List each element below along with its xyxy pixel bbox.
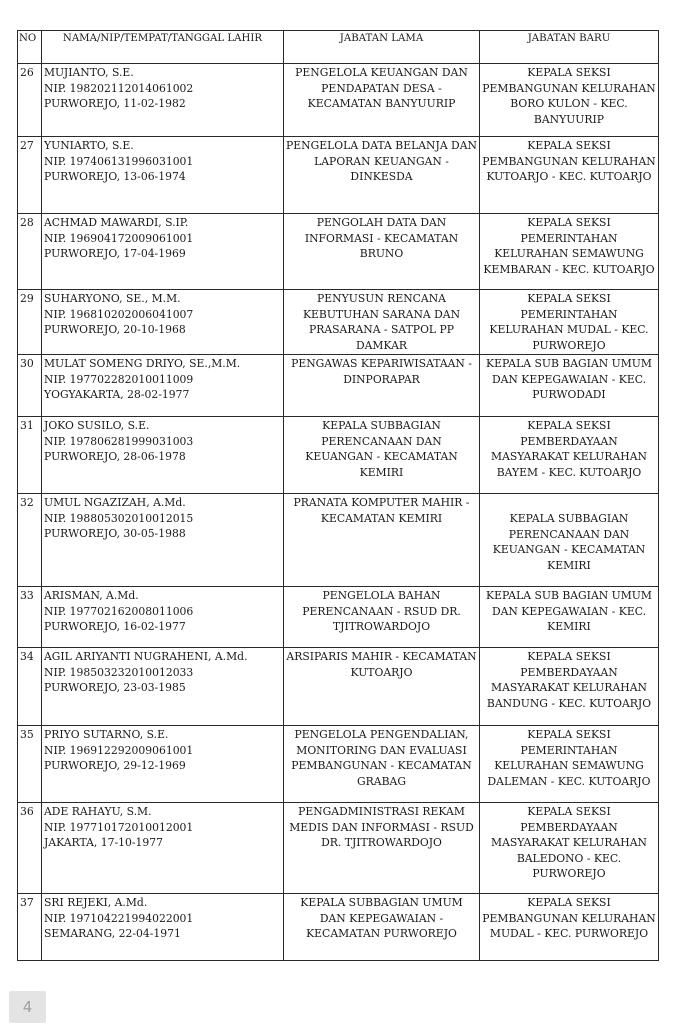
employee-name: MULAT SOMENG DRIYO, SE.,M.M. [44, 357, 241, 370]
employee-nip: NIP. 197702162008011006 [44, 604, 194, 618]
employee-identity-cell [42, 894, 284, 961]
employee-identity-cell [42, 648, 284, 726]
row-number: 36 [18, 803, 42, 894]
new-position: KEPALA SEKSI PEMBERDAYAAN MASYARAKAT KELURAHAN BAYEM - KEC. KUTOARJO [480, 417, 659, 494]
employee-name: SRI REJEKI, A.Md. [44, 896, 148, 909]
row-number: 33 [18, 587, 42, 648]
employee-nip: NIP. 197406131996031001 [44, 154, 194, 168]
employee-nip: NIP. 196912292009061001 [44, 743, 194, 757]
employee-identity-cell [42, 214, 284, 290]
employee-identity-cell [42, 417, 284, 494]
employee-nip: NIP. 198805302010012015 [44, 511, 194, 525]
employee-name: ACHMAD MAWARDI, S.IP. [44, 216, 189, 229]
table-row [18, 417, 659, 494]
old-position: PENGAWAS KEPARIWISATAAN - DINPORAPAR [284, 355, 480, 417]
row-number: 34 [18, 648, 42, 726]
row-number: 31 [18, 417, 42, 494]
employee-birth-place-date: SEMARANG, 22-04-1971 [44, 927, 181, 940]
row-number: 37 [18, 894, 42, 961]
employee-name: AGIL ARIYANTI NUGRAHENI, A.Md. [44, 650, 248, 663]
employee-name: UMUL NGAZIZAH, A.Md. [44, 496, 186, 509]
table-row [18, 290, 659, 355]
employee-birth-place-date: PURWOREJO, 13-06-1974 [44, 170, 186, 183]
row-number: 32 [18, 494, 42, 587]
header-name: NAMA/NIP/TEMPAT/TANGGAL LAHIR [42, 31, 284, 64]
row-number: 28 [18, 214, 42, 290]
new-position: KEPALA SEKSI PEMERINTAHAN KELURAHAN MUDAL - KEC. PURWOREJO [480, 290, 659, 355]
table-row [18, 726, 659, 803]
employee-birth-place-date: PURWOREJO, 30-05-1988 [44, 527, 186, 540]
employee-identity-cell [42, 355, 284, 417]
new-position: KEPALA SUBBAGIAN PERENCANAAN DAN KEUANGAN - KECAMATAN KEMIRI [480, 494, 659, 587]
header-old-position: JABATAN LAMA [284, 31, 480, 64]
employee-birth-place-date: PURWOREJO, 28-06-1978 [44, 450, 186, 463]
personnel-table [17, 30, 659, 961]
row-number: 29 [18, 290, 42, 355]
row-number: 27 [18, 137, 42, 214]
employee-identity-cell [42, 64, 284, 137]
employee-name: PRIYO SUTARNO, S.E. [44, 728, 169, 741]
row-number: 26 [18, 64, 42, 137]
new-position: KEPALA SEKSI PEMERINTAHAN KELURAHAN SEMAWUNG KEMBARAN - KEC. KUTOARJO [480, 214, 659, 290]
old-position: PENGADMINISTRASI REKAM MEDIS DAN INFORMASI - RSUD DR. TJITROWARDOJO [284, 803, 480, 894]
employee-birth-place-date: PURWOREJO, 17-04-1969 [44, 247, 186, 260]
old-position: PENGOLAH DATA DAN INFORMASI - KECAMATAN BRUNO [284, 214, 480, 290]
employee-identity-cell [42, 494, 284, 587]
old-position: KEPALA SUBBAGIAN PERENCANAAN DAN KEUANGAN - KECAMATAN KEMIRI [284, 417, 480, 494]
new-position: KEPALA SUB BAGIAN UMUM DAN KEPEGAWAIAN - KEC. KEMIRI [480, 587, 659, 648]
employee-birth-place-date: PURWOREJO, 23-03-1985 [44, 681, 186, 694]
employee-identity-cell [42, 803, 284, 894]
employee-name: ARISMAN, A.Md. [44, 589, 139, 602]
employee-birth-place-date: PURWOREJO, 11-02-1982 [44, 97, 186, 110]
employee-identity-cell [42, 726, 284, 803]
employee-nip: NIP. 197104221994022001 [44, 911, 194, 925]
new-position: KEPALA SEKSI PEMBANGUNAN KELURAHAN MUDAL - KEC. PURWOREJO [480, 894, 659, 961]
employee-nip: NIP. 198503232010012033 [44, 665, 194, 679]
page-number-badge: 4 [9, 991, 46, 1023]
row-number: 30 [18, 355, 42, 417]
employee-name: JOKO SUSILO, S.E. [44, 419, 150, 432]
table-row [18, 214, 659, 290]
employee-nip: NIP. 196904172009061001 [44, 231, 194, 245]
table-row [18, 355, 659, 417]
table-row [18, 64, 659, 137]
employee-birth-place-date: PURWOREJO, 16-02-1977 [44, 620, 186, 633]
table-header-row [18, 31, 659, 64]
header-no: NO [18, 31, 42, 64]
employee-birth-place-date: PURWOREJO, 29-12-1969 [44, 759, 186, 772]
employee-name: MUJIANTO, S.E. [44, 66, 134, 79]
old-position: PENYUSUN RENCANA KEBUTUHAN SARANA DAN PRASARANA - SATPOL PP DAMKAR [284, 290, 480, 355]
table-row [18, 894, 659, 961]
header-new-position: JABATAN BARU [480, 31, 659, 64]
table-row [18, 494, 659, 587]
new-position: KEPALA SEKSI PEMERINTAHAN KELURAHAN SEMAWUNG DALEMAN - KEC. KUTOARJO [480, 726, 659, 803]
employee-identity-cell [42, 587, 284, 648]
employee-nip: NIP. 197702282010011009 [44, 372, 194, 386]
old-position: PENGELOLA DATA BELANJA DAN LAPORAN KEUANGAN - DINKESDA [284, 137, 480, 214]
employee-nip: NIP. 197806281999031003 [44, 434, 194, 448]
new-position: KEPALA SEKSI PEMBERDAYAAN MASYARAKAT KELURAHAN BALEDONO - KEC. PURWOREJO [480, 803, 659, 894]
employee-nip: NIP. 198202112014061002 [44, 81, 194, 95]
table-row [18, 587, 659, 648]
row-number: 35 [18, 726, 42, 803]
new-position: KEPALA SUB BAGIAN UMUM DAN KEPEGAWAIAN - KEC. PURWODADI [480, 355, 659, 417]
old-position: PENGELOLA KEUANGAN DAN PENDAPATAN DESA - KECAMATAN BANYUURIP [284, 64, 480, 137]
new-position: KEPALA SEKSI PEMBANGUNAN KELURAHAN BORO KULON - KEC. BANYUURIP [480, 64, 659, 137]
new-position: KEPALA SEKSI PEMBANGUNAN KELURAHAN KUTOARJO - KEC. KUTOARJO [480, 137, 659, 214]
employee-birth-place-date: JAKARTA, 17-10-1977 [44, 836, 164, 849]
employee-name: YUNIARTO, S.E. [44, 139, 134, 152]
old-position: PENGELOLA PENGENDALIAN, MONITORING DAN EVALUASI PEMBANGUNAN - KECAMATAN GRABAG [284, 726, 480, 803]
table-row [18, 803, 659, 894]
old-position: ARSIPARIS MAHIR - KECAMATAN KUTOARJO [284, 648, 480, 726]
employee-identity-cell [42, 137, 284, 214]
employee-birth-place-date: PURWOREJO, 20-10-1968 [44, 323, 186, 336]
employee-nip: NIP. 196810202006041007 [44, 307, 194, 321]
employee-name: ADE RAHAYU, S.M. [44, 805, 152, 818]
old-position: KEPALA SUBBAGIAN UMUM DAN KEPEGAWAIAN - KECAMATAN PURWOREJO [284, 894, 480, 961]
employee-name: SUHARYONO, SE., M.M. [44, 292, 181, 305]
old-position: PRANATA KOMPUTER MAHIR - KECAMATAN KEMIRI [284, 494, 480, 587]
old-position: PENGELOLA BAHAN PERENCANAAN - RSUD DR. TJITROWARDOJO [284, 587, 480, 648]
table-row [18, 648, 659, 726]
employee-nip: NIP. 197710172010012001 [44, 820, 194, 834]
new-position: KEPALA SEKSI PEMBERDAYAAN MASYARAKAT KELURAHAN BANDUNG - KEC. KUTOARJO [480, 648, 659, 726]
employee-birth-place-date: YOGYAKARTA, 28-02-1977 [44, 388, 190, 401]
table-row [18, 137, 659, 214]
employee-identity-cell [42, 290, 284, 355]
